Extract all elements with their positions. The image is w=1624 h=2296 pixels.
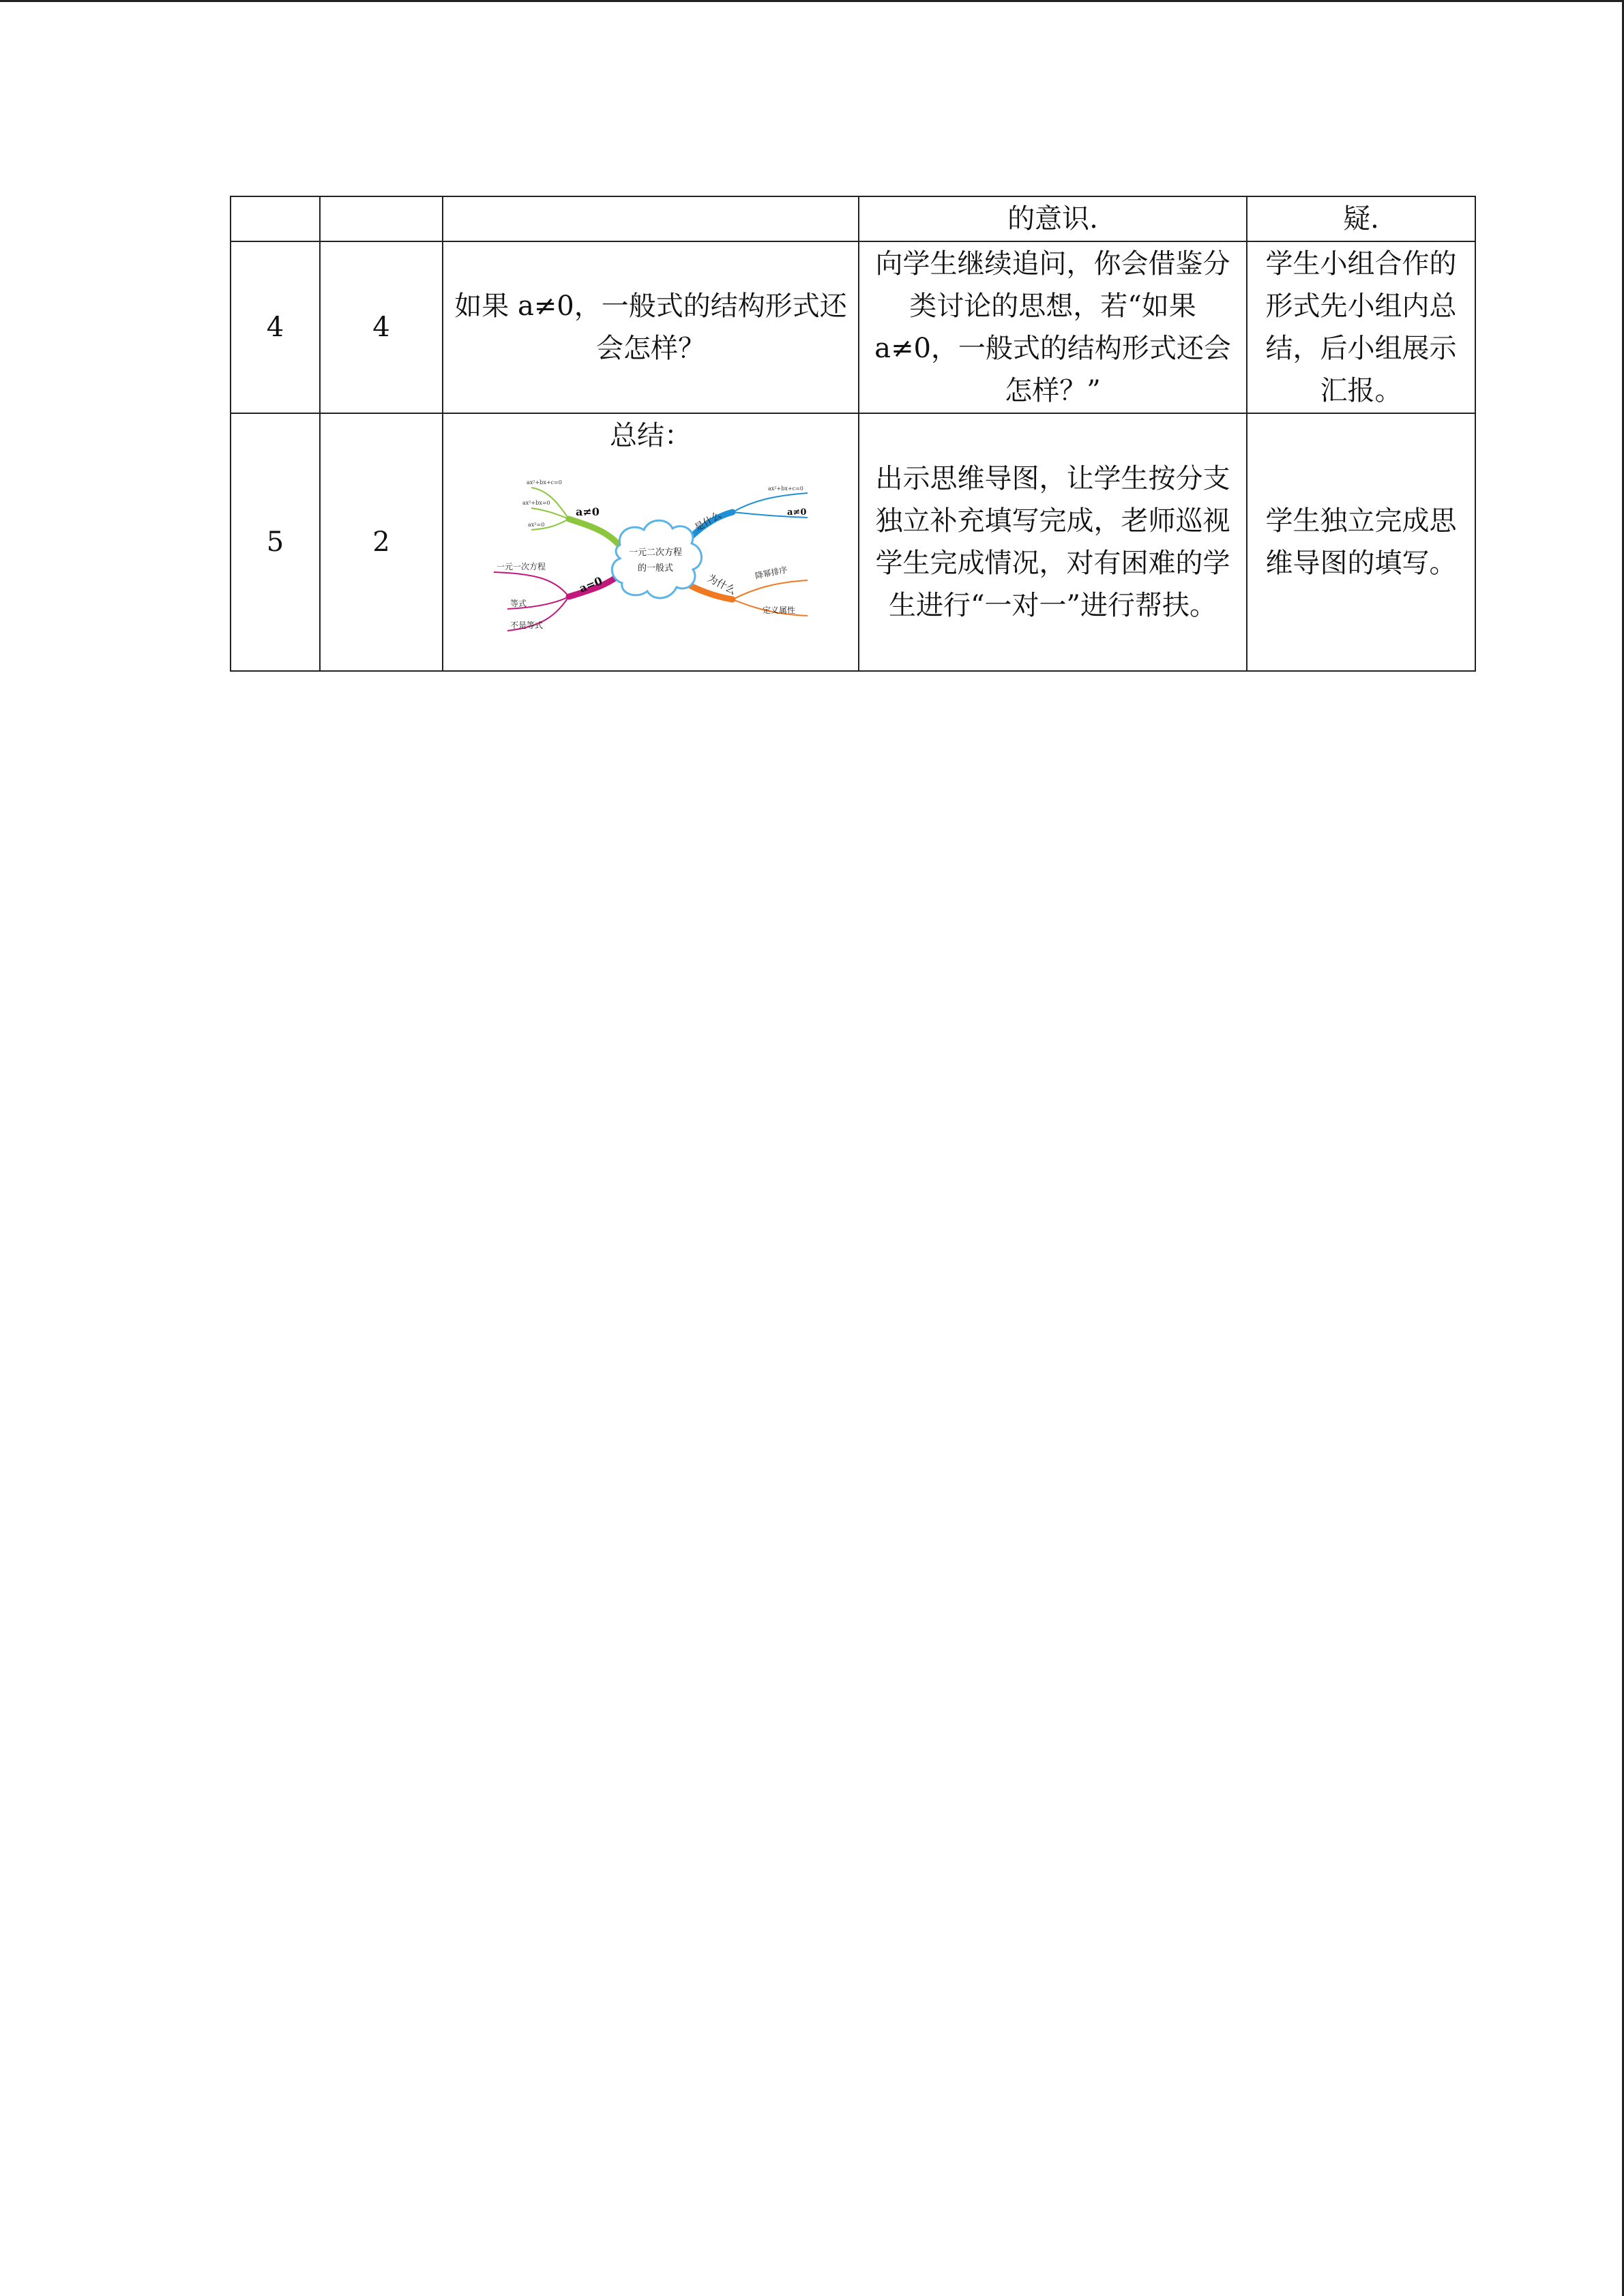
cell-content xyxy=(443,196,859,241)
cell-student-activity: 学生独立完成思维导图的填写。 xyxy=(1247,413,1475,671)
page-top-border xyxy=(0,0,1624,2)
leaf-text: ax²+bx=0 xyxy=(522,500,550,506)
branch-label-what: 是什么 xyxy=(693,509,724,534)
cell-content xyxy=(443,413,859,671)
leaf-text: ax²+bx+c=0 xyxy=(768,486,803,492)
cell-student-activity: 学生小组合作的形式先小组内总结，后小组展示汇报。 xyxy=(1247,241,1475,413)
cell-time: 4 xyxy=(320,241,443,413)
mind-map-diagram xyxy=(480,463,821,654)
leaf-text: 等式 xyxy=(510,599,527,608)
lesson-plan-table xyxy=(230,196,1476,672)
branch-label-a-ne-0: a≠0 xyxy=(576,505,600,518)
leaf-text: 定义属性 xyxy=(763,606,796,615)
cell-content: 如果 a≠0，一般式的结构形式还会怎样？ xyxy=(443,241,859,413)
cell-student-activity: 疑. xyxy=(1247,196,1475,241)
table-row xyxy=(231,413,1475,671)
leaf-text: ax²+bx+c=0 xyxy=(527,479,562,486)
cell-teacher-activity: 的意识. xyxy=(859,196,1247,241)
cell-teacher-activity: 出示思维导图，让学生按分支独立补充填写完成，老师巡视学生完成情况，对有困难的学生进行“一对一”进行帮扶。 xyxy=(859,413,1247,671)
summary-label: 总结： xyxy=(610,420,692,451)
cell-time: 2 xyxy=(320,413,443,671)
branch-label-a-eq-0: a=0 xyxy=(577,574,604,595)
table-row xyxy=(231,241,1475,413)
leaf-text: a≠0 xyxy=(787,507,807,518)
leaf-text: ax²=0 xyxy=(528,522,545,528)
leaf-text: 不是等式 xyxy=(510,621,544,630)
center-node-line-1: 一元二次方程 xyxy=(628,548,683,558)
cell-step-number xyxy=(231,196,320,241)
branch-label-why: 为什么 xyxy=(705,571,739,597)
cell-step-number: 4 xyxy=(231,241,320,413)
cell-step-number: 5 xyxy=(231,413,320,671)
cell-teacher-activity: 向学生继续追问，你会借鉴分类讨论的思想，若“如果 a≠0，一般式的结构形式还会怎样？” xyxy=(859,241,1247,413)
leaf-text: 一元一次方程 xyxy=(497,562,546,571)
cell-time xyxy=(320,196,443,241)
center-node-line-2: 的一般式 xyxy=(637,563,674,573)
table-row xyxy=(231,196,1475,241)
central-cloud-node xyxy=(612,520,701,598)
leaf-text: 降幂排序 xyxy=(754,565,788,581)
